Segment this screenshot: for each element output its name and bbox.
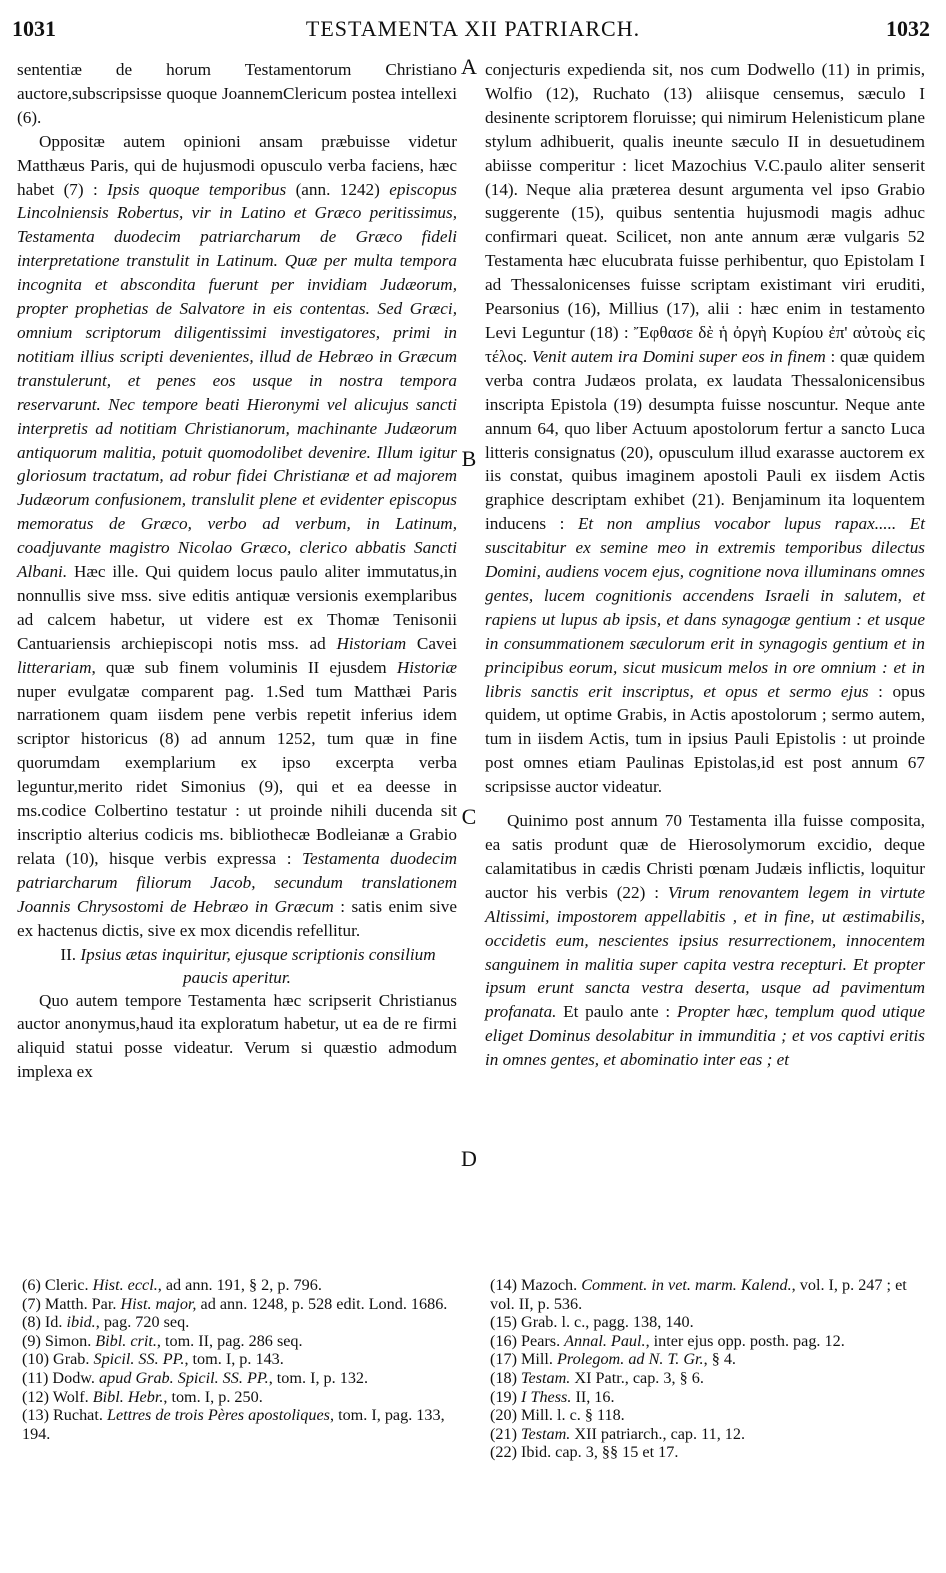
footnote: (19) I Thess. II, 16. xyxy=(490,1387,615,1406)
footnotes-left xyxy=(22,1276,462,1443)
footnote: (8) Id. ibid., pag. 720 seq. xyxy=(22,1313,190,1332)
footnote: (21) Testam. XII patriarch., cap. 11, 12. xyxy=(490,1424,746,1443)
footnote: (14) Mazoch. Comment. in vet. marm. Kalend., vol. I, p. 247 ; et vol. II, p. 536. xyxy=(490,1276,907,1313)
right-paragraph-2: Quinimo post annum 70 Testamenta illa fuisse composita, ea satis produnt quæ de Hierosolymorum excidio, deque calamitatibus in cædis Christi pœnam Judæis inflictis, loquitur auctor his verbis (22) : Virum renovantem legem in virtute Altissimi, impostorem appellabitis , et in fine, ut æstimabilis, occidetis eum, nescientes ipsius resurrectionem, innocentem sanguinem in malitia super capita vestra recepturi. Et propter ipsum erunt sancta vestra deserta, usque ad pavimentum profanata. Et paulo ante : Propter hæc, templum quod utique eliget Dominus desolabitur in immunditia ; et vos captivi eritis in omnes gentes, et abominatio inter eas ; et xyxy=(485,811,925,1070)
margin-marker-c: C xyxy=(461,804,477,829)
right-column xyxy=(485,58,925,1072)
footnote: (12) Wolf. Bibl. Hebr., tom. I, p. 250. xyxy=(22,1387,263,1406)
footnote: (6) Cleric. Hist. eccl., ad ann. 191, § 2, p. 796. xyxy=(22,1276,322,1294)
footnote: (18) Testam. XI Patr., cap. 3, § 6. xyxy=(490,1368,704,1387)
footnote: (15) Grab. l. c., pagg. 138, 140. xyxy=(490,1313,694,1332)
left-paragraph-3: Quo autem tempore Testamenta hæc scripserit Christianus auctor anonymus,haud ita exploratum habetur, ut ea de re firmi aliquid statui posse videatur. Verum si quæstio admodum implexa ex xyxy=(17,990,457,1082)
footnotes-right xyxy=(490,1276,930,1462)
margin-marker-d: D xyxy=(461,1146,477,1171)
greek-quote: Ἔφθασε δὲ ἡ ὀργὴ Κυρίου ἐπ' αὐτοὺς εἰς τέλος. xyxy=(485,322,925,366)
margin-marker-b: B xyxy=(461,446,477,471)
footnote: (22) Ibid. cap. 3, §§ 15 et 17. xyxy=(490,1443,679,1462)
footnote: (16) Pears. Annal. Paul., inter ejus opp. posth. pag. 12. xyxy=(490,1331,845,1350)
running-title: TESTAMENTA XII PATRIARCH. xyxy=(305,16,641,41)
left-column xyxy=(17,58,457,1084)
footnote: (11) Dodw. apud Grab. Spicil. SS. PP., tom. I, p. 132. xyxy=(22,1368,369,1387)
margin-marker-a: A xyxy=(461,54,477,79)
footnote: (9) Simon. Bibl. crit., tom. II, pag. 286 seq. xyxy=(22,1331,303,1350)
footnote: (10) Grab. Spicil. SS. PP., tom. I, p. 143. xyxy=(22,1350,284,1369)
page-number-right: 1032 xyxy=(886,16,930,41)
footnote: (13) Ruchat. Lettres de trois Pères apostoliques, tom. I, pag. 133, 194. xyxy=(22,1406,445,1443)
footnote: (7) Matth. Par. Hist. major, ad ann. 1248, p. 528 edit. Lond. 1686. xyxy=(22,1294,448,1313)
page-number-left: 1031 xyxy=(12,16,56,41)
footnote: (17) Mill. Prolegom. ad N. T. Gr., § 4. xyxy=(490,1350,736,1369)
section-heading: II. Ipsius ætas inquiritur, ejusque scriptionis consilium paucis aperitur. xyxy=(60,944,436,987)
right-paragraph-1: conjecturis expedienda sit, nos cum Dodwello (11) in primis, Wolfio (12), Ruchato (13) aliisque censemus, sæculo I desinente scriptorem floruisse; qui nimirum Helenisticum plane stylum adhibuerit, qualis ineunte sæculo II in desuetudinem abiisse comperitur : licet Mazochius V.C.paulo aliter senserit (14). Neque alia præterea desunt argumenta vel ipso Grabio suggerente (15), quibus sententia hujusmodi magis adhuc confirmari queat. Scilicet, non ante annum æræ vulgaris 52 Testamenta hæc elucubrata fuisse perhibentur, quo Epistolam I ad Thessalonicenses fuisse scriptam existimant viri eruditi, Pearsonius (16), Millius (17), alii : hæc enim in testamento Levi Leguntur (18) : Ἔφθασε δὲ ἡ ὀργὴ Κυρίου ἐπ' αὐτοὺς εἰς τέλος. Venit autem ira Domini super eos in finem : quæ quidem verba contra Judæos prolata, ex laudata Thessalonicensibus inscripta Epistola (19) desumpta fuisse noscuntur. Neque ante annum 64, quo liber Actuum apostolorum fertur a sancto Luca litteris consignatus (20), opusculum illud exarasse auctorem ex iis constat, quibus imaginem apostoli Pauli ex iisdem Actis graphice descriptam exhibet (21). Benjaminum ita loquentem inducens : Et non amplius vocabor lupus rapax..... Et suscitabitur ex semine meo in extremis temporibus dilectus Domini, audiens vocem ejus, cognitione nova illuminans omnes gentes, lucem cognitionis accendens Israeli in salutem, et rapiens ut lupus ab ipsis, et dans synagogæ gentium : et usque in consummationem sæculorum erit in synagogis gentium et in principibus eorum, sicut musicum melos in ore omnium : et in libris sanctis erit inscriptus, et opus et sermo ejus : opus quidem, ut optime Grabis, in Actis apostolorum ; sermo autem, tum in iisdem Actis, tum in ipsius Pauli Epistolis : ut proinde post omnes etiam Paulinas Epistolas,id est post annum 67 scripsisse auctor videatur. xyxy=(485,60,926,797)
left-paragraph-1: sententiæ de horum Testamentorum Christiano auctore,subscripsisse quoque JoannemClericum postea intellexi (6). xyxy=(17,60,457,127)
page-header xyxy=(0,0,946,50)
left-paragraph-2: Oppositæ autem opinioni ansam præbuisse videtur Matthæus Paris, qui de hujusmodi opusculo verba faciens, hæc habet (7) : Ipsis quoque temporibus (ann. 1242) episcopus Lincolniensis Robertus, vir in Latino et Græco peritissimus, Testamenta duodecim patriarcharum de Græco fideli interpretatione transtulit in Latinum. Quæ per multa tempora incognita et abscondita fuerunt per invidiam Judæorum, propter prophetias de Salvatore in eis contentas. Sed Græci, omnium scriptorum diligentissimi investigatores, primi in notitiam illius scripti devenientes, illud de Hebræo in Græcum transtulerunt, et penes eos usque in nostra tempora reservarunt. Nec tempore beati Hieronymi vel alicujus sancti interpretis ad notitiam Christianorum, machinante Judæorum antiquorum malitia, potuit quomodolibet devenire. Illum igitur gloriosum tractatum, ad robur fidei Christianæ et ad majorem Judæorum confusionem, translulit plene et evidenter episcopus memoratus de Græco, verbo ad verbum, in Latinum, coadjuvante magistro Nicolao Græco, clerico abbatis Sancti Albani. Hæc ille. Qui quidem locus paulo aliter immutatus,in nonnullis sive mss. sive editis antiquæ versionis exemplaribus ad calcem habetur, ut videre est ex Thomæ Tenisonii Cantuariensis archiepiscopi notis mss. ad Historiam Cavei litterariam, quæ sub finem voluminis II ejusdem Historiæ nuper evulgatæ comparent pag. 1.Sed tum Matthæi Paris narrationem quam iisdem pene verbis repetit inferius idem scriptor historicus (8) ad annum 1252, tum quæ in fine quorumdam exemplarium ex ipso excerpta verba leguntur,merito ridet Simonius (9), qui et ea deesse in ms.codice Colbertino testatur : ut proinde nihili ducenda sit inscriptio alterius codicis ms. bibliothecæ Bodleianæ a Grabio relata (10), hisque verbis expressa : Testamenta duodecim patriarcharum filiorum Jacob, secundum translationem Joannis Chrysostomi de Hebræo in Græcum : satis enim sive ex hactenus dictis, sive ex mox dicendis refellitur. xyxy=(17,131,458,940)
footnote: (20) Mill. l. c. § 118. xyxy=(490,1406,625,1425)
